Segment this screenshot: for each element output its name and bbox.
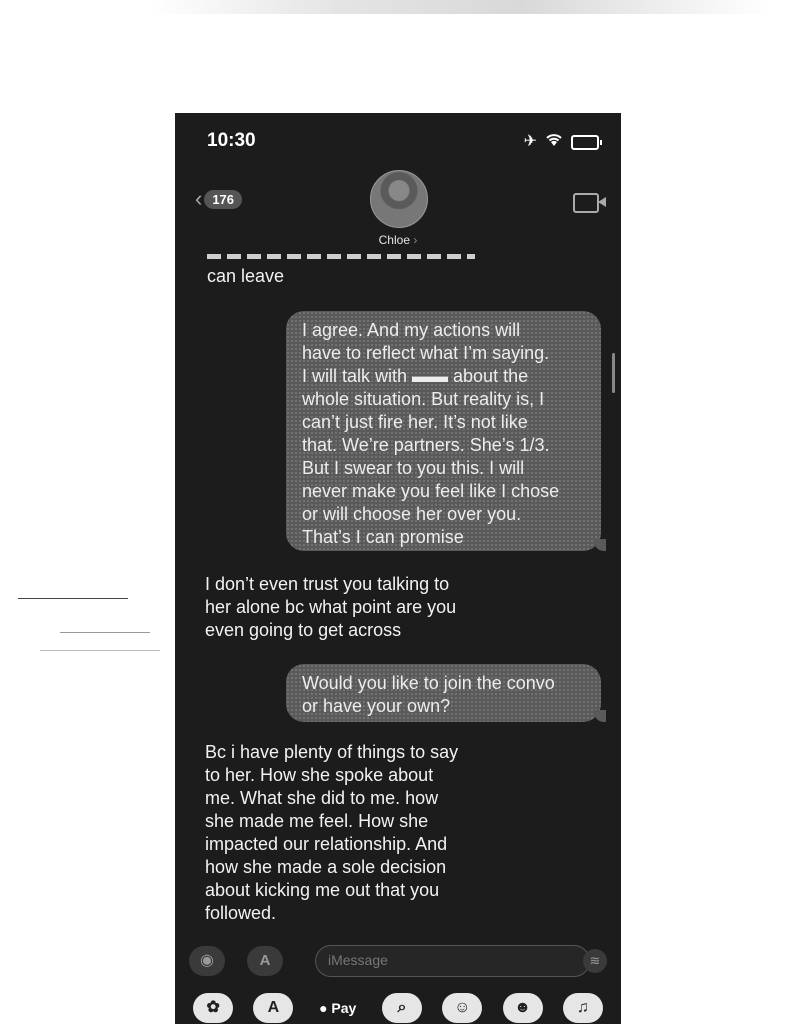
unread-count-badge: 176	[204, 190, 242, 209]
apps-icon[interactable]: A	[247, 946, 283, 976]
memoji-sticker-icon[interactable]: ☻	[503, 993, 543, 1023]
appstore-icon[interactable]: A	[253, 993, 293, 1023]
video-call-icon[interactable]	[573, 193, 599, 213]
scan-mark	[40, 650, 160, 651]
message-received: Bc i have plenty of things to say to her. How she spoke about me. What she did to me. how she made me feel. How she impacted our relationship. And how she made a sole decision about kicking me out that you followed.	[205, 742, 459, 923]
music-icon[interactable]: ♫	[563, 993, 603, 1023]
wifi-icon	[545, 133, 563, 151]
audio-icon[interactable]: ≋	[583, 949, 607, 973]
scan-artifact	[150, 0, 770, 14]
memoji-icon[interactable]: ☺	[442, 993, 482, 1023]
apple-pay-button[interactable]	[314, 993, 362, 1023]
apple-pay-label: Pay	[331, 1000, 357, 1016]
camera-icon[interactable]: ◉	[189, 946, 225, 976]
chevron-left-icon: ‹	[195, 186, 203, 211]
message-received: I don’t even trust you talking to her alone bc what point are you even going to get across	[205, 574, 457, 640]
phone-screen	[175, 113, 621, 1024]
clipped-message-text	[207, 254, 475, 259]
search-images-icon[interactable]: ⌕	[382, 993, 422, 1023]
app-drawer	[175, 991, 621, 1024]
apple-logo-icon: ●	[319, 1000, 328, 1016]
battery-icon	[571, 135, 599, 150]
back-button[interactable]	[195, 188, 242, 210]
scan-mark	[60, 632, 150, 633]
contact-avatar[interactable]	[370, 170, 428, 228]
status-time: 10:30	[207, 130, 256, 151]
chevron-right-icon: ›	[413, 233, 418, 247]
message-received: can leave	[207, 266, 285, 286]
photos-app-icon[interactable]: ✿	[193, 993, 233, 1023]
message-input[interactable]: iMessage	[315, 945, 590, 977]
status-icons	[524, 133, 599, 151]
message-composer	[175, 941, 621, 981]
airplane-icon: ✈	[523, 133, 537, 150]
contact-name[interactable]	[175, 233, 621, 247]
message-sent: I agree. And my actions will have to reflect what I’m saying. I will talk with ▬▬ about the whole situation. But reality is, I can’t just fire her. It’s not like that. We’re partners. She’s 1/3. But I swear to you this. I will never make you feel like I chose or will choose her over you. That’s I can promise	[286, 311, 601, 551]
scroll-indicator	[612, 353, 615, 393]
scan-mark	[18, 598, 128, 599]
message-sent: Would you like to join the convo or have your own?	[286, 664, 601, 722]
contact-name-label: Chloe	[378, 233, 410, 247]
